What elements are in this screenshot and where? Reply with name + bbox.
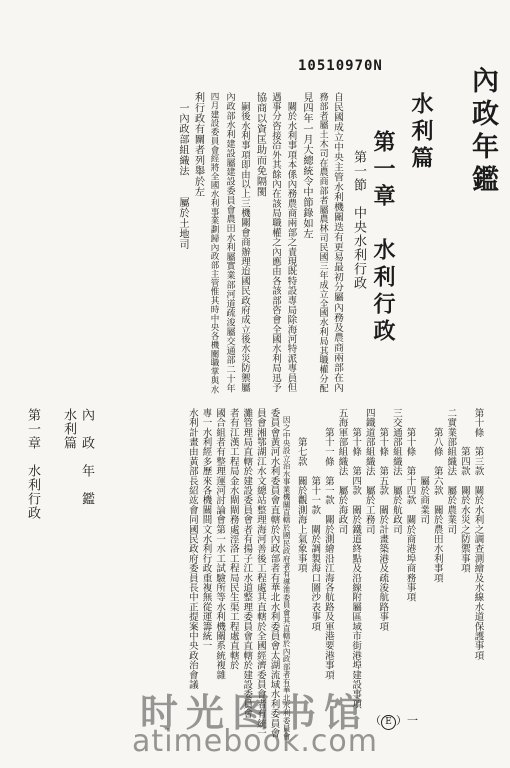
book-title: 內政年鑑 <box>467 66 498 198</box>
text-column: 屬於商業司 <box>418 408 430 525</box>
watermark-chinese: 时光图书馆 <box>139 691 370 735</box>
text-column: 嗣後水利事項即由以上三機關會商辦理迨國民政府成立後水災防禦屬 <box>239 92 250 393</box>
text-column: 第十一條 第一款 關於測繪沿江海各航路及軍港要港事項 <box>322 408 334 680</box>
page-number-suffix: ）一 <box>396 714 418 727</box>
text-column: 內政部水利建設屬建設委員會農田水利屬實業部河道疏浚屬交通部二十年 <box>224 92 235 393</box>
text-column: 員會湘鄂湖江水文總站整理海河善後工程處其直轄於全國經濟委員會者有統一 <box>254 408 266 738</box>
footer-column: 水利篇 <box>61 408 76 450</box>
text-column: 國合組者有整理運河討論會第一水工試驗所等水利機關系統複雜 <box>214 408 226 680</box>
text-column: 務部者屬土木司在農商部者屬農林司民國三年成立全國水利局其職權分配 <box>317 92 328 393</box>
text-column: 第八條 第六款 關於農田水利事項 <box>431 408 443 583</box>
page-number-prefix: （ <box>370 714 381 727</box>
text-column: 委員會黃河水利委員會直轄於內政部者有華北水利委員會太湖流域水利委員會 <box>268 408 280 738</box>
text-column: 第十條 第十四款 關於商港埠商務事項 <box>404 408 416 602</box>
text-column: 利行政有關者列舉於左 <box>192 92 204 197</box>
text-column: 遇事分咨接洽外其餘內在該局職權之內應由各該部咨會全國水利局迅予 <box>270 92 281 393</box>
text-column: 第十條 第五款 關於計畫築港及疏浚航路事項 <box>377 408 389 632</box>
section-title: 第一節 中央水利行政 <box>351 150 366 290</box>
text-column: 第四款 關於水災之防禦事項 <box>458 408 470 573</box>
text-column: 協商以資匡助而免隔閡 <box>254 92 266 197</box>
footer-column: 內 政 年 鑑 <box>79 408 94 506</box>
text-column: 四月建設委員會經將全國水利事業劃歸內政部主管惟其時中央各機關職掌與水 <box>209 92 219 394</box>
page-id: 10510970N <box>298 58 383 74</box>
text-column: 第十條 第三款 關於水利之調查測繪及水線水道保護事項 <box>472 408 484 661</box>
text-column: 因之中央設立治水事業機關直轄於國民政府者有導淮委員會其直轄於內政部者有華北水利委員會 <box>282 408 292 740</box>
text-column: 第十條 第四款 關於鐵道終點及沿線附屬區域市街港埠建設事項 <box>350 408 362 709</box>
text-column: 三交通部組織法 屬於航政司 <box>390 408 402 535</box>
text-column: 自民國成立中央主管水利機關迭有更易最初分屬內務及農商兩部在內 <box>332 92 343 393</box>
text-column: 一內政部組織法 屬於土地司 <box>177 92 188 250</box>
page-number-char: E <box>381 715 396 730</box>
text-column: 五海軍部組織法 屬於海政司 <box>336 408 348 535</box>
text-column: 關於水利事項本係內務農商兩部之責現既特設專局除海河特派專員但 <box>285 92 297 393</box>
footer-column: 第一章 水利行政 <box>25 408 40 520</box>
watermark-url: atimebook.com <box>132 724 378 759</box>
text-column: 灘管理局直轄於建設委員會者有揚子江水道整理委員會直轄於建設委員會 <box>241 408 253 719</box>
text-column: 者有江漢工程局金水閘閘務處涇洛工程局民生渠工程處直轄於 <box>227 408 239 670</box>
text-column: 水利計畫由黃部長紹竑會同國民政府委員長中正提案中央政治會議 <box>186 408 198 690</box>
text-column: 第十一款 關於調製海口圖沙表事項 <box>309 408 321 632</box>
part-title: 水利篇 <box>408 92 434 173</box>
chapter-title: 第一章 水利行政 <box>370 130 396 346</box>
text-column: 四鐵道部組織法 屬於工務司 <box>363 408 375 535</box>
text-column: 見四年一月大總統令中節錄如左 <box>301 92 312 239</box>
text-column: 第七款 關於觀測海上氣象事項 <box>295 408 307 573</box>
text-column: 專一水利經多歷來各機關間文水利行政重複無從運籌統一 <box>200 408 212 651</box>
text-column: 二實業部組織法 屬於農業司 <box>445 408 457 535</box>
